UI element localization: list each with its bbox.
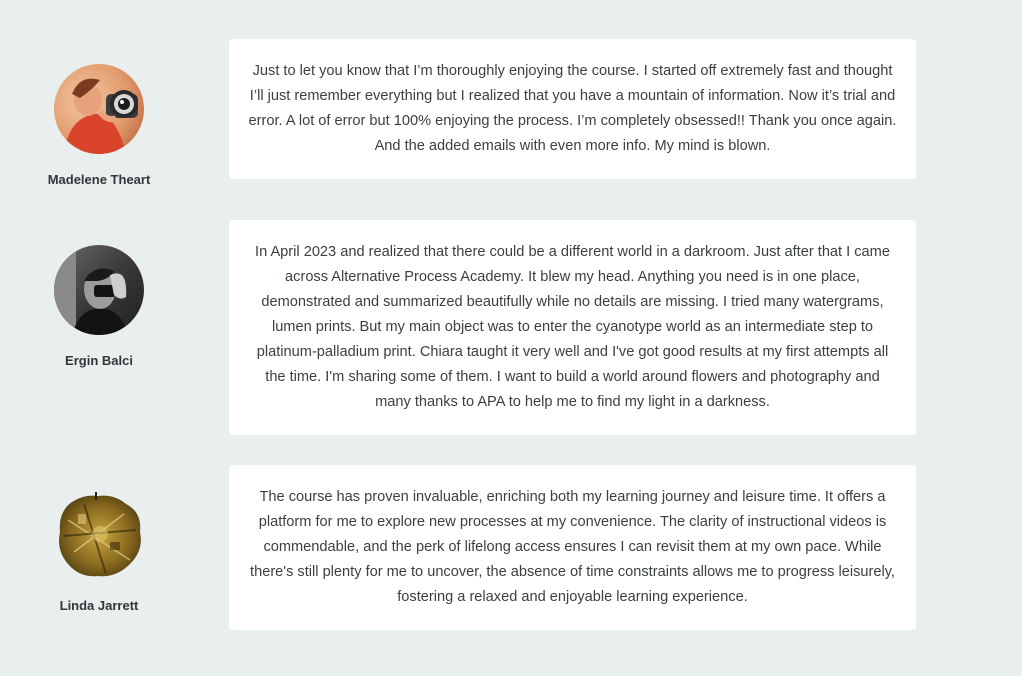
testimonial-card bbox=[229, 39, 916, 179]
testimonial-quote: Just to let you know that I’m thoroughly enjoying the course. I started off extremely fast and thought I’ll just remember everything but I realized that you have a mountain of information. Now it’s trial and error. A lot of error but 100% enjoying the process. I’m completely obsessed!! Thank you once again. And the added emails with even more info. My mind is blown. bbox=[248, 63, 897, 154]
photographer-avatar-icon bbox=[54, 64, 144, 154]
author-name: Linda Jarrett bbox=[59, 598, 139, 613]
author-name: Madelene Theart bbox=[47, 172, 151, 187]
testimonial-author bbox=[40, 245, 158, 368]
testimonial-quote: The course has proven invaluable, enriching both my learning journey and leisure time. It offers a platform for me to explore new processes at my convenience. The clarity of instructional videos is commendable, and the perk of lifelong access ensures I can revisit them at my own pace. While there's still plenty for me to uncover, the absence of time constraints allows me to progress leisurely, fostering a relaxed and enjoyable learning experience. bbox=[250, 489, 895, 605]
portrait-avatar-icon bbox=[54, 245, 144, 335]
testimonial-card bbox=[229, 465, 916, 630]
leaf-print-avatar-icon bbox=[54, 490, 144, 580]
testimonial-quote: In April 2023 and realized that there could be a different world in a darkroom. Just after that I came across Alternative Process Academy. It blew my head. Anything you need is in one place, demonstrated and summarized beautifully while no details are missing. I tried many watergrams, lumen prints. But my main object was to enter the cyanotype world as an intermediate step to platinum-palladium print. Chiara taught it very well and I've got good results at my first attempts all the time. I'm sharing some of them. I want to build a world around flowers and photography and many thanks to APA to help me to find my light in a darkness. bbox=[255, 244, 890, 410]
testimonial-card bbox=[229, 220, 916, 435]
testimonial-author bbox=[40, 64, 158, 187]
author-name: Ergin Balci bbox=[65, 353, 133, 368]
testimonial-author bbox=[40, 490, 158, 613]
